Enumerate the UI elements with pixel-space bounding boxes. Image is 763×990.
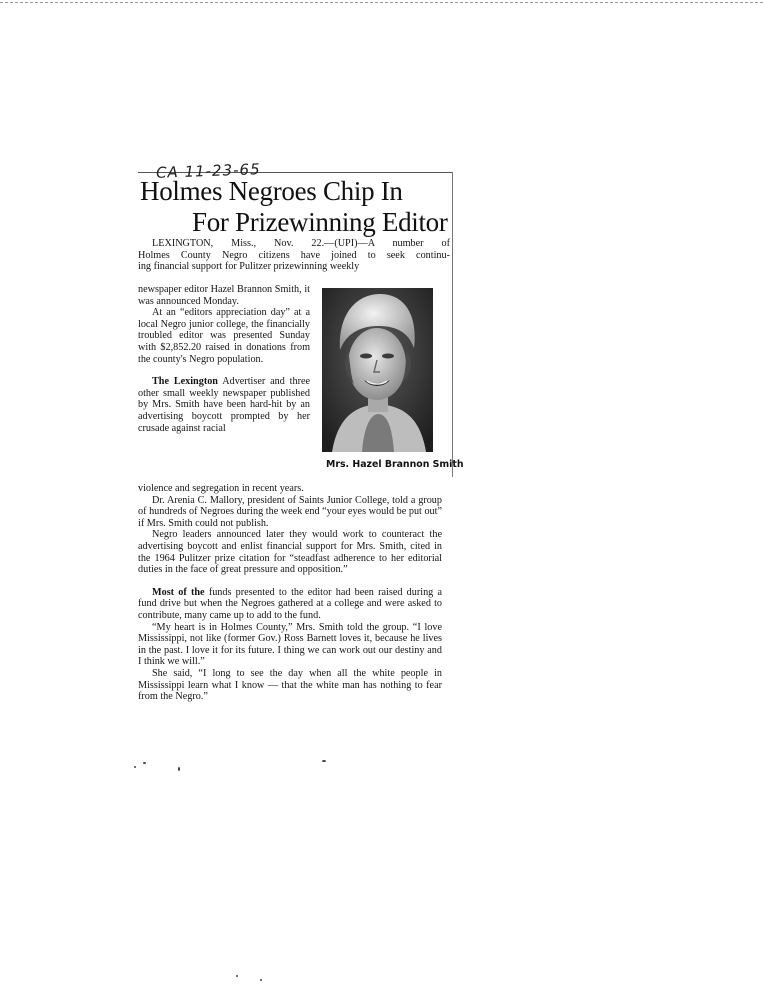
story-paragraph: Dr. Arenia C. Mallory, president of Saints Junior College, told a group of hundreds of Negroes during the week end “your eyes would be put out” if Mrs. Smith could not publish.	[138, 494, 442, 529]
page-top-dashed-border	[0, 2, 763, 3]
scan-speck	[143, 762, 146, 764]
story-main-column	[138, 483, 442, 703]
portrait-photo	[322, 288, 433, 452]
story-paragraph: “My heart is in Holmes County,” Mrs. Smith told the group. “I love Mississippi, not like (former Gov.) Ross Barnett loves it, because he lives in the past. I love it for its future. I thing we can work out our destiny and I think we will.”	[138, 621, 442, 668]
paragraph-text: Advertiser and three other small weekly newspaper published by Mrs. Smith have been hard-hit by an advertising boycott prompted by her crusade against racial	[138, 376, 311, 434]
paragraph-text: funds presented to the editor had been raised during a fund drive but when the Negroes gathered at a college and were asked to contribute, many came up to add to the fund.	[138, 586, 442, 621]
headline-line-2: For Prizewinning Editor	[192, 207, 448, 237]
scan-speck	[322, 760, 326, 762]
portrait-image	[322, 288, 433, 452]
scan-speck	[236, 975, 238, 977]
story-lead-block	[138, 238, 450, 273]
scan-speck	[134, 766, 136, 768]
photo-caption: Mrs. Hazel Brannon Smith	[326, 459, 464, 470]
story-paragraph: She said, “I long to see the day when all the white people in Mississippi learn what I know — that the white man has nothing to fear from the Negro.”	[138, 667, 442, 703]
story-paragraph	[138, 587, 442, 622]
story-paragraph: Negro leaders announced later they would work to counteract the advertising boycott and enlist financial support for Mrs. Smith, cited in the 1964 Pulitzer prize citation for “steadfast adherence to her editorial duties in the face of great pressure and opposition.”	[138, 529, 442, 576]
newspaper-clipping	[136, 160, 464, 770]
story-line: ing financial support for Pulitzer prizewinning weekly	[138, 261, 360, 273]
headline-line-1: Holmes Negroes Chip In	[140, 176, 403, 206]
bold-lead-in: The Lexington	[152, 376, 218, 388]
handwritten-date-note: CA 11-23-65	[155, 160, 261, 182]
story-line: Holmes County Negro citizens have joined to seek continu-	[138, 249, 450, 261]
story-paragraph: newspaper editor Hazel Brannon Smith, it was announced Monday.	[138, 284, 310, 307]
scan-speck	[178, 767, 180, 771]
story-paragraph: At an “editors appreciation day” at a local Negro junior college, the financially troubled editor was presented Sunday with $2,852.20 raised in donations from the county's Negro population.	[138, 307, 310, 365]
scan-speck	[260, 979, 262, 981]
bold-lead-in: Most of the	[152, 586, 205, 598]
story-paragraph: violence and segregation in recent years.	[138, 483, 304, 494]
story-line: LEXINGTON, Miss., Nov. 22.—(UPI)—A number of	[152, 238, 450, 249]
clipping-right-rule	[452, 172, 453, 477]
story-narrow-column	[138, 284, 310, 434]
story-paragraph	[138, 376, 310, 434]
